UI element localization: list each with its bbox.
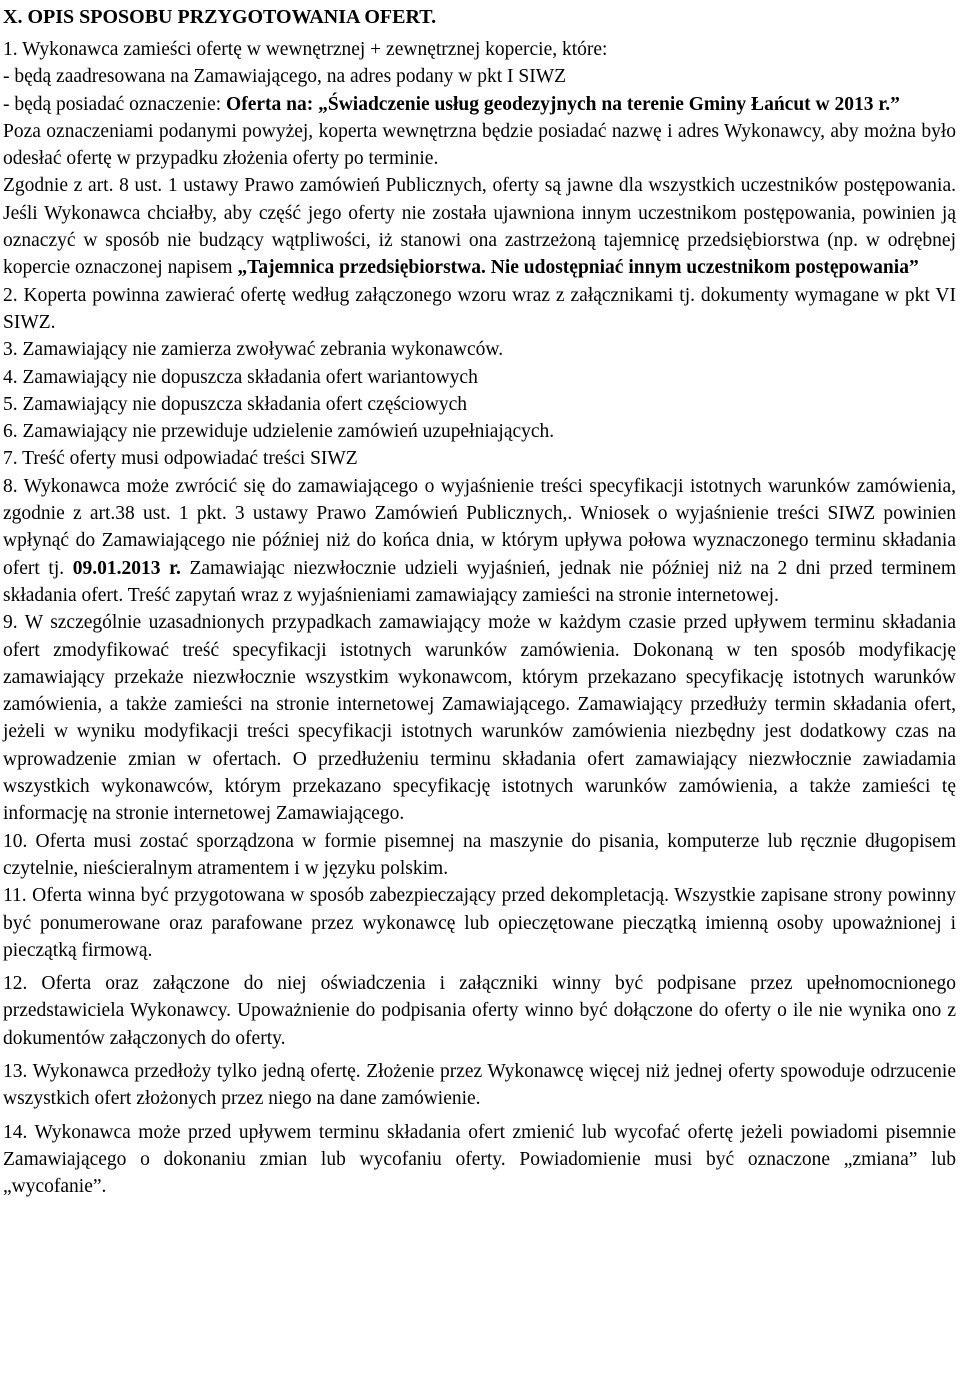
item-2: 2. Koperta powinna zawierać ofertę według załączonego wzoru wraz z załącznikami tj. dokumenty wymagane w pkt VI SIWZ.: [3, 284, 956, 333]
item-4: 4. Zamawiający nie dopuszcza składania ofert wariantowych: [3, 366, 478, 388]
item-1-marking-title: Oferta na: „Świadczenie usług geodezyjnych na terenie Gminy Łańcut w 2013 r.”: [226, 93, 900, 115]
item-1-confidential-text: Zgodnie z art. 8 ust. 1 ustawy Prawo zamówień Publicznych, oferty są jawne dla wszystkich uczestników postępowania. Jeśli Wykonawca chciałby, aby część jego oferty nie została ujawniona innym uczestnikom postępowania, powinien ją oznaczyć w sposób nie budzący wątpliwości, iż stanowi ona zastrzeżoną tajemnicę przedsiębiorstwa (np. w odrębnej kopercie oznaczonej napisem: [3, 175, 956, 279]
item-8-text-start: 8. Wykonawca może zwrócić się do zamawiającego o wyjaśnienie treści specyfikacji istotnych warunków zamówienia, zgodnie z art.38 ust. 1 pkt. 3 ustawy Prawo Zamówień Publicznych,. Wniosek o wyjaśnienie treści SIWZ powinien wpłynąć do Zamawiającego nie później niż do końca dnia, w którym upływa połowa wyznaczonego terminu składania ofert tj.: [3, 475, 956, 579]
item-8: [3, 473, 956, 609]
item-1-marking-line: [3, 91, 956, 118]
item-1-paragraph-confidential: [3, 172, 956, 281]
item-1-marking-label: - będą posiadać oznaczenie:: [3, 93, 227, 115]
item-1-intro: 1. Wykonawca zamieści ofertę w wewnętrznej + zewnętrznej kopercie, które:: [3, 39, 608, 60]
item-8-deadline-date: 09.01.2013 r.: [72, 557, 181, 579]
item-9: 9. W szczególnie uzasadnionych przypadkach zamawiający może w każdym czasie przed upływem terminu składania ofert zmodyfikować treść specyfikacji istotnych warunków zamówienia. Dokonaną w ten sposób modyfikację zamawiający przekaże niezwłocznie wszystkim wykonawcom, którym przekazano specyfikację istotnych warunków zamówienia, a także zamieści na stronie internetowej Zamawiającego. Zamawiający przedłuży termin składania ofert, jeżeli w wyniku modyfikacji treści specyfikacji istotnych warunków zamówienia niezbędny jest dodatkowy czas na wprowadzenie zmian w ofertach. O przedłużeniu terminu składania ofert zamawiający niezwłocznie zawiadamia wszystkich wykonawców, którym przekazano specyfikację istotnych warunków zamówienia, a także zamieści tę informację na stronie internetowej Zamawiającego.: [3, 612, 956, 825]
item-8-text-end: Zamawiając niezwłocznie udzieli wyjaśnień, jednak nie później niż na 2 dni przed terminem składania ofert. Treść zapytań wraz z wyjaśnieniami zamawiający zamieści na stronie internetowej.: [3, 557, 956, 606]
item-3: 3. Zamawiający nie zamierza zwoływać zebrania wykonawców.: [3, 339, 504, 361]
item-1-confidential-bold: „Tajemnica przedsiębiorstwa. Nie udostępniać innym uczestnikom postępowania”: [237, 257, 919, 279]
item-1: [3, 36, 956, 282]
item-10: 10. Oferta musi zostać sporządzona w formie pisemnej na maszynie do pisania, komputerze lub ręcznie długopisem czytelnie, nieścieralnym atramentem i w języku polskim.: [3, 830, 956, 879]
item-12: 12. Oferta oraz załączone do niej oświadczenia i załączniki winny być podpisane przez upełnomocnionego przedstawiciela Wykonawcy. Upoważnienie do podpisania oferty winno być dołączone do oferty o ile nie wynika ono z dokumentów załączonych do oferty.: [3, 973, 956, 1049]
section-heading: X. OPIS SPOSOBU PRZYGOTOWANIA OFERT.: [3, 6, 437, 28]
item-14: 14. Wykonawca może przed upływem terminu składania ofert zmienić lub wycofać ofertę jeżeli powiadomi pisemnie Zamawiającego o dokonaniu zmian lub wycofaniu oferty. Powiadomienie musi być oznaczone „zmiana” lub „wycofanie”.: [3, 1121, 956, 1198]
item-7: 7. Treść oferty musi odpowiadać treści SIWZ: [3, 448, 358, 470]
item-13: 13. Wykonawca przedłoży tylko jedną ofertę. Złożenie przez Wykonawcę więcej niż jednej oferty spowoduje odrzucenie wszystkich ofert złożonych przez niego na dane zamówienie.: [3, 1060, 956, 1110]
item-1-paragraph-envelope: Poza oznaczeniami podanymi powyżej, koperta wewnętrzna będzie posiadać nazwę i adres Wykonawcy, aby można było odesłać ofertę w przypadku złożenia oferty po terminie.: [3, 120, 956, 170]
item-11: 11. Oferta winna być przygotowana w sposób zabezpieczający przed dekompletacją. Wszystkie zapisane strony powinny być ponumerowane oraz parafowane przez wykonawcę lub opieczętowane pieczątką imienną osoby upoważnionej i pieczątką firmową.: [3, 885, 956, 961]
item-1-address-line: - będą zaadresowana na Zamawiającego, na adres podany w pkt I SIWZ: [3, 66, 567, 88]
document-page: [0, 6, 960, 1385]
item-5: 5. Zamawiający nie dopuszcza składania ofert częściowych: [3, 393, 467, 415]
item-6: 6. Zamawiający nie przewiduje udzielenie zamówień uzupełniających.: [3, 421, 555, 443]
